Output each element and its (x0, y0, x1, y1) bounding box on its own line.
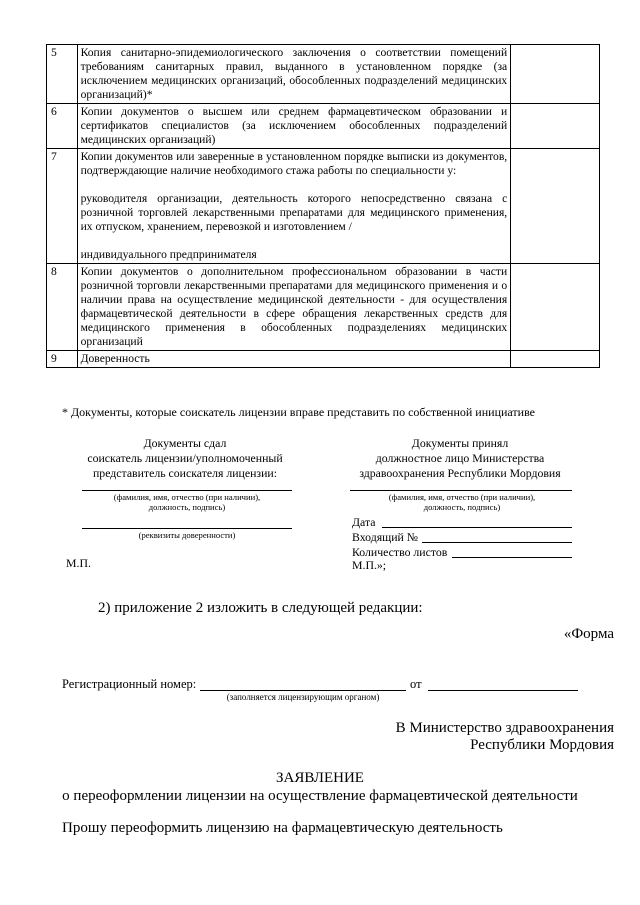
row-mark-cell (511, 149, 600, 264)
row-mark-cell (511, 104, 600, 149)
receiver-block (340, 436, 580, 481)
receiver-line-3: здравоохранения Республики Мордовия (359, 466, 561, 480)
stamp-left: М.П. (66, 556, 91, 570)
table-row (47, 351, 600, 368)
row-text: Копия санитарно-эпидемиологического заключения о соответствии помещений требованиям санитарных правил, выданного в установленном порядке (за исключением медицинских организаций, обособленных подразделений медицинских организаций)* (77, 45, 511, 104)
document-title: ЗАЯВЛЕНИЕ (276, 770, 364, 786)
row-number: 7 (47, 149, 78, 264)
table-row (47, 264, 600, 351)
registration-number-line (200, 690, 406, 691)
row-text: Копии документов о высшем или среднем фармацевтическом образовании и сертификатов специалистов (за исключением обособленных подразделений медицинских организаций) (77, 104, 511, 149)
row-text-part: руководителя организации, деятельность которого непосредственно связана с розничной торговлей лекарственными препаратами для медицинского применения, их отпуском, хранением, перевозкой и изготовлением / (80, 192, 508, 233)
proxy-hint: (реквизиты доверенности) (138, 530, 236, 540)
table-row (47, 45, 600, 104)
sheets-count-label: Количество листов (352, 545, 448, 559)
row-mark-cell (511, 45, 600, 104)
registration-date-label: от (410, 677, 422, 691)
addressee-line-1: В Министерство здравоохранения (395, 720, 614, 736)
submitter-hint (70, 492, 304, 512)
row-number: 8 (47, 264, 78, 351)
receiver-signature-line (350, 490, 572, 491)
request-text: Прошу переоформить лицензию на фармацевтическую деятельность (62, 820, 503, 836)
row-mark-cell (511, 351, 600, 368)
sheets-count-line (452, 557, 572, 558)
row-text-part: индивидуального предпринимателя (80, 248, 257, 261)
hint-text: должность, подпись) (148, 502, 226, 512)
stamp-right: М.П.»; (352, 558, 387, 572)
row-number: 9 (47, 351, 78, 368)
incoming-number-line (422, 542, 572, 543)
submitter-line-3: представитель соискателя лицензии: (92, 466, 277, 480)
documents-table (46, 44, 600, 368)
document-subtitle: о переоформлении лицензии на осуществление фармацевтической деятельности (62, 788, 578, 804)
registration-hint: (заполняется лицензирующим органом) (226, 692, 380, 702)
registration-number-label: Регистрационный номер: (62, 677, 197, 691)
row-number: 6 (47, 104, 78, 149)
row-number: 5 (47, 45, 78, 104)
row-text: Копии документов о дополнительном профессиональном образовании в части розничной торговли лекарственными препаратами для медицинского применения и о наличии права на осуществление медицинской деятельности - для осуществления фармацевтической деятельности в сфере обращения лекарственных средств для медицинского применения в обособленных подразделениях медицинских организаций (77, 264, 511, 351)
row-text (77, 149, 511, 264)
incoming-number-label: Входящий № (352, 530, 419, 544)
receiver-line-1: Документы принял (411, 436, 509, 450)
hint-text: должность, подпись) (423, 502, 501, 512)
proxy-details-line (82, 528, 292, 529)
submitter-line-2: соискатель лицензии/уполномоченный (87, 451, 283, 465)
row-text: Доверенность (77, 351, 511, 368)
appendix-instruction: 2) приложение 2 изложить в следующей редакции: (98, 600, 423, 616)
date-label: Дата (352, 515, 376, 529)
submitter-signature-line (82, 490, 292, 491)
addressee-line-2: Республики Мордовия (470, 737, 614, 753)
date-field-line (382, 527, 572, 528)
submitter-line-1: Документы сдал (143, 436, 227, 450)
addressee (396, 720, 614, 754)
receiver-line-2: должностное лицо Министерства (375, 451, 545, 465)
form-label: «Форма (563, 626, 614, 642)
row-text-part: Копии документов или заверенные в установленном порядке выписки из документов, подтверждающие наличие необходимого стажа работы по специальности у: (80, 150, 508, 177)
hint-text: (фамилия, имя, отчество (при наличии), (388, 492, 536, 502)
registration-date-line (428, 690, 578, 691)
table-row (47, 104, 600, 149)
row-mark-cell (511, 264, 600, 351)
footnote: * Документы, которые соискатель лицензии вправе представить по собственной инициативе (62, 405, 536, 419)
receiver-hint (345, 492, 579, 512)
table-row (47, 149, 600, 264)
hint-text: (фамилия, имя, отчество (при наличии), (113, 492, 261, 502)
submitter-block (70, 436, 300, 481)
